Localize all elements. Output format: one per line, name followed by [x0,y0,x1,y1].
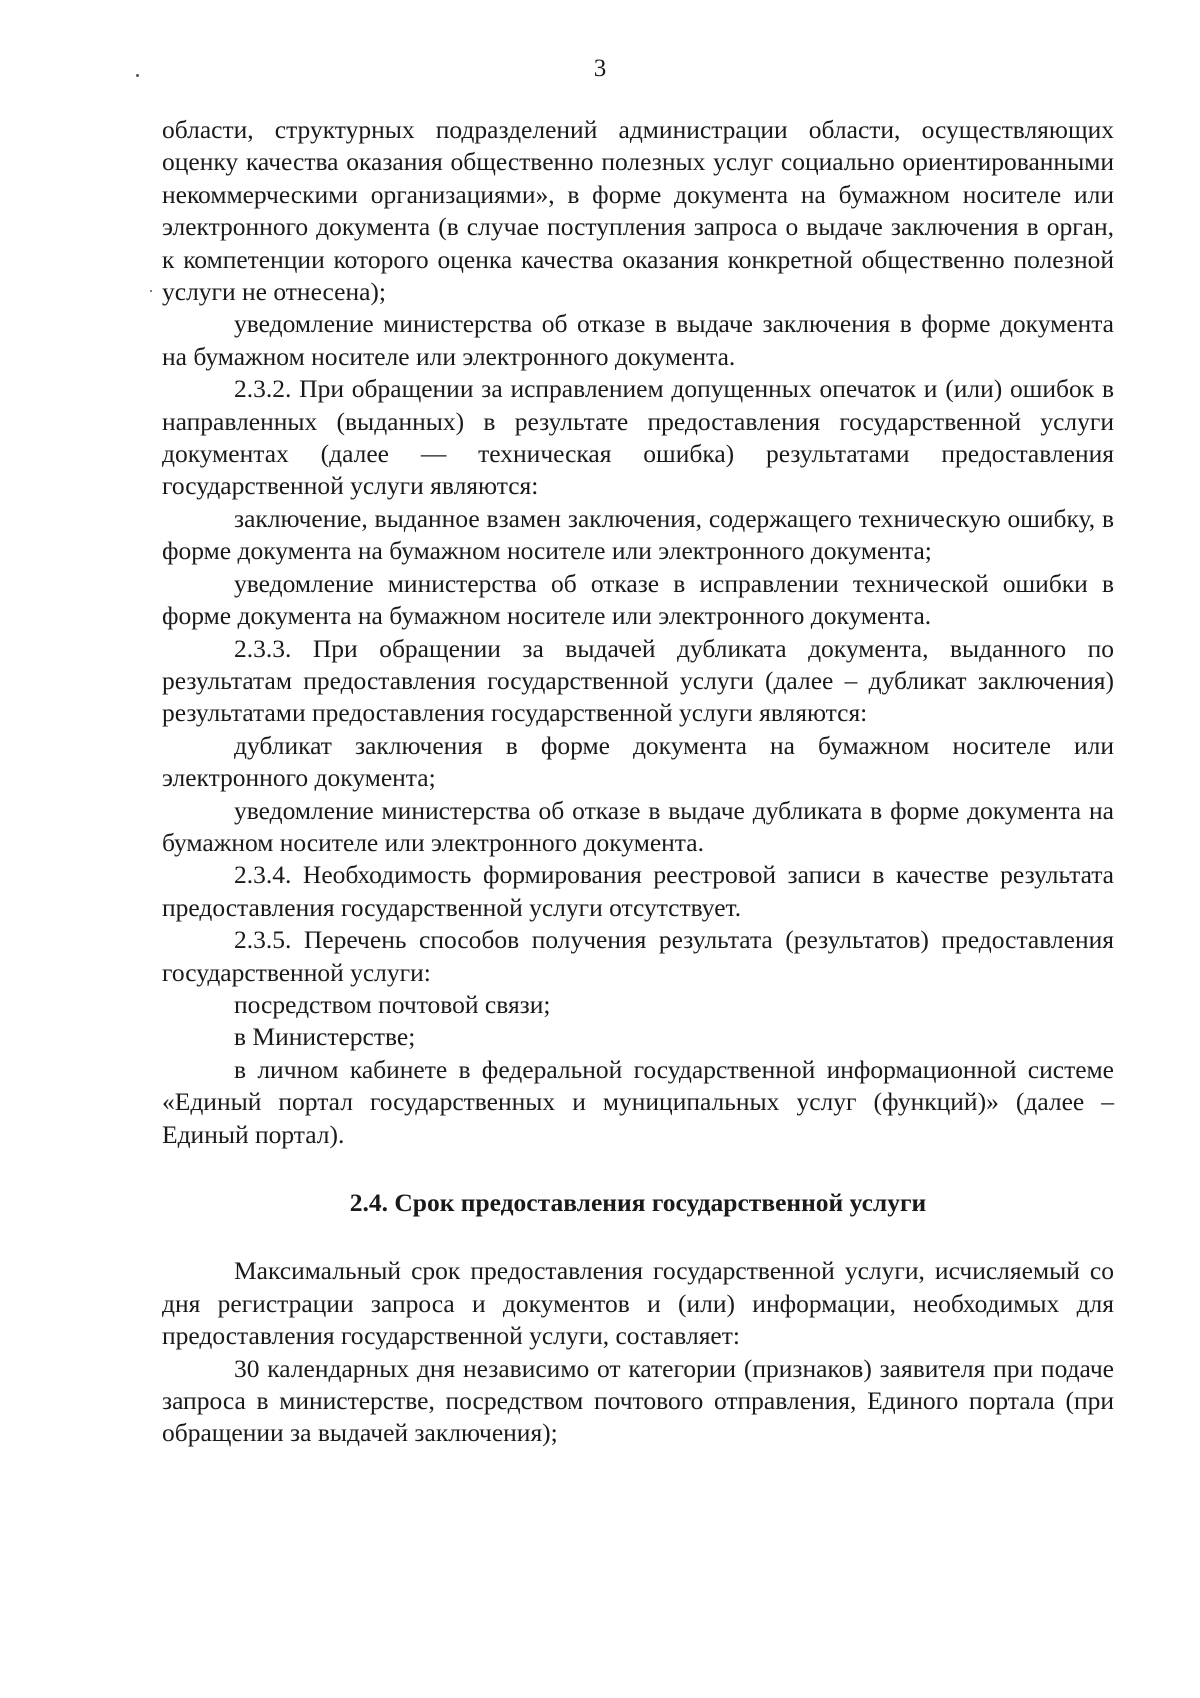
paragraph-group-top [162,114,1114,1151]
paragraph: 2.3.5. Перечень способов получения результата (результатов) предоставления государственной услуги: [162,925,1114,987]
paragraph: заключение, выданное взамен заключения, содержащего техническую ошибку, в форме документа на бумажном носителе или электронного документа; [162,503,1114,566]
paragraph: Максимальный срок предоставления государственной услуги, исчисляемый со дня регистрации запроса и документов и (или) информации, необходимых для предоставления государственной услуги, составляет: [162,1256,1114,1351]
paragraph: 30 календарных дня независимо от категории (признаков) заявителя при подаче запроса в министерстве, посредством почтового отправления, Единого портала (при обращении за выдачей заключения); [162,1353,1114,1448]
paragraph: в Министерстве; [234,1022,416,1052]
scan-speck [150,290,152,292]
paragraph: уведомление министерства об отказе в исправлении технической ошибки в форме документа на бумажном носителе или электронного документа. [162,568,1114,631]
paragraph: уведомление министерства об отказе в выдаче заключения в форме документа на бумажном носителе или электронного документа. [162,309,1114,371]
page-number: 3 [593,55,607,82]
paragraph: 2.3.4. Необходимость формирования реестровой записи в качестве результата предоставления государственной услуги отсутствует. [162,860,1114,922]
paragraph: посредством почтовой связи; [234,989,551,1019]
paragraph-group-bottom [162,1255,1114,1449]
paragraph: в личном кабинете в федеральной государственной информационной системе «Единый портал государственных и муниципальных услуг (функций)» (далее – Единый портал). [162,1054,1114,1149]
paragraph: 2.3.2. При обращении за исправлением допущенных опечаток и (или) ошибок в направленных (выданных) в результате предоставления государственной услуги документах (далее — техническая ошибка) результатами предоставления государственной услуги являются: [162,374,1114,501]
paragraph: дубликат заключения в форме документа на бумажном носителе или электронного документа; [162,730,1114,793]
paragraph: 2.3.3. При обращении за выдачей дубликата документа, выданного по результатам предоставления государственной услуги (далее – дубликат заключения) результатами предоставления государственной услуги являются: [162,633,1114,728]
paragraph: области, структурных подразделений администрации области, осуществляющих оценку качества оказания общественно полезных услуг социально ориентированными некоммерческими организациями», в форме документа на бумажном носителе или электронного документа (в случае поступления запроса о выдаче заключения в орган, к компетенции которого оценка качества оказания конкретной общественно полезной услуги не отнесена); [162,115,1114,307]
paragraph: уведомление министерства об отказе в выдаче дубликата в форме документа на бумажном носителе или электронного документа. [162,795,1114,857]
document-body [162,114,1114,1450]
section-heading: 2.4. Срок предоставления государственной услуги [349,1188,927,1217]
